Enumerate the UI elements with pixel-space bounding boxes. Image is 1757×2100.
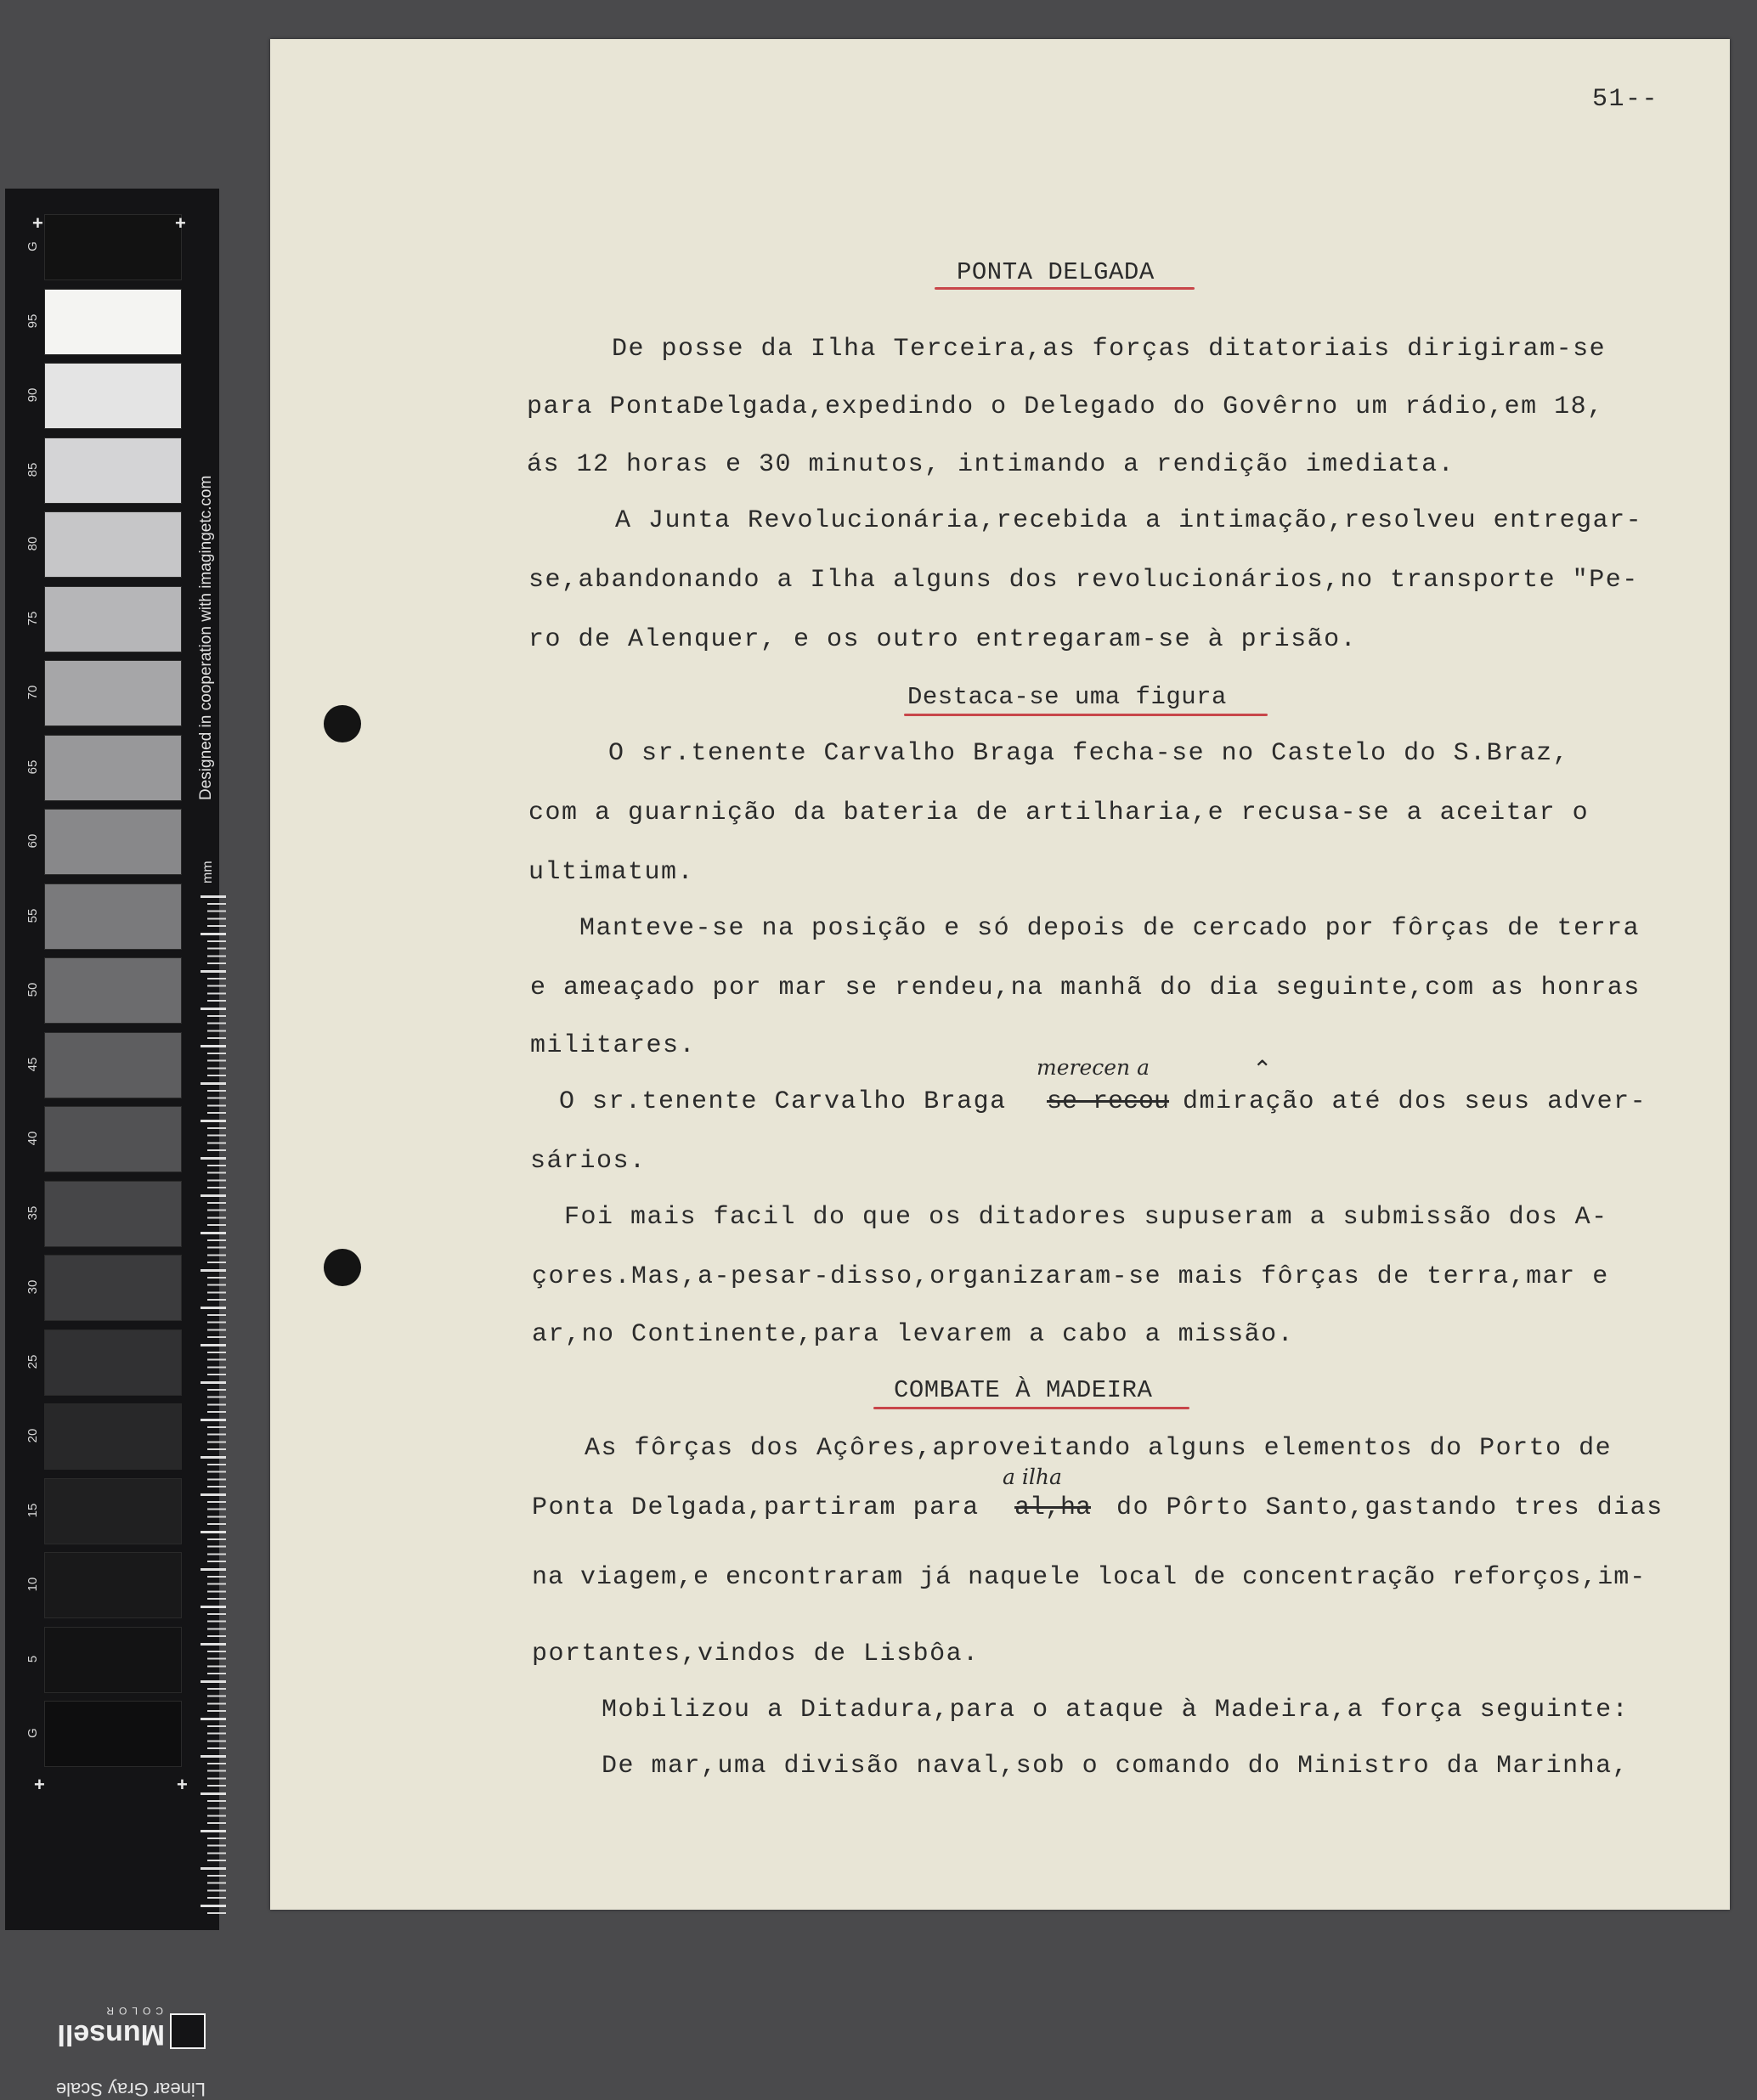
text-line: ultimatum. <box>528 858 695 887</box>
gray-swatch-label: 10 <box>25 1577 40 1592</box>
text-line: sários. <box>530 1147 647 1176</box>
gray-swatch <box>44 1552 182 1618</box>
text-line: e ameaçado por mar se rendeu,na manhã do dia seguinte,com as honras <box>530 974 1641 1002</box>
gray-swatch <box>44 883 182 950</box>
text-line: De posse da Ilha Terceira,as forças ditatoriais dirigiram-se <box>612 335 1607 364</box>
gray-swatch-label: 40 <box>25 1131 40 1146</box>
brand-sub: COLOR <box>101 2005 163 2017</box>
gray-swatch-label: 75 <box>25 611 40 625</box>
gray-swatch <box>44 660 182 726</box>
text-line: ro de Alenquer, e os outro entregaram-se à prisão. <box>528 625 1358 654</box>
text-line: A Junta Revolucionária,recebida a intimação,resolveu entregar- <box>615 506 1643 535</box>
heading-underline <box>935 287 1195 290</box>
typewritten-page <box>270 39 1730 1910</box>
heading-underline <box>873 1407 1189 1409</box>
plus-mark: + <box>175 212 186 234</box>
plus-mark: + <box>177 1774 188 1795</box>
gray-swatch-label: 15 <box>25 1503 40 1517</box>
scale-name: Linear Gray Scale <box>55 2079 206 2100</box>
heading-underline <box>904 714 1268 716</box>
text-line: Mobilizou a Ditadura,para o ataque à Madeira,a força seguinte: <box>602 1696 1630 1725</box>
gray-swatch <box>44 363 182 429</box>
gray-swatch <box>44 1106 182 1172</box>
heading-destaca-se: Destaca-se uma figura <box>907 683 1227 711</box>
text-line: do Pôrto Santo,gastando tres dias <box>1116 1493 1664 1522</box>
plus-mark: + <box>34 1774 45 1795</box>
text-line: ás 12 horas e 30 minutos, intimando a rendição imediata. <box>527 450 1455 479</box>
page-number: 51-- <box>1592 85 1659 114</box>
plus-mark: + <box>32 212 43 234</box>
struck-text: al,ha <box>1014 1493 1092 1522</box>
gray-swatch-label: 45 <box>25 1057 40 1071</box>
gray-swatch <box>44 1032 182 1098</box>
text-line: para PontaDelgada,expedindo o Delegado do Govêrno um rádio,em 18, <box>527 392 1604 421</box>
text-line: Manteve-se na posição e só depois de cercado por fôrças de terra <box>579 914 1641 943</box>
brand-name: Munsell <box>57 2018 165 2051</box>
gray-swatch <box>44 1403 182 1470</box>
munsell-logo-icon <box>170 2013 206 2049</box>
gray-swatch-label: 60 <box>25 833 40 849</box>
punch-hole <box>324 1249 361 1286</box>
heading-ponta-delgada: PONTA DELGADA <box>957 258 1155 286</box>
handwritten-correction: a ilha <box>1003 1465 1062 1489</box>
gray-swatch-label: 65 <box>25 759 40 774</box>
gray-swatch <box>44 586 182 652</box>
text-line: dmiração até dos seus adver- <box>1183 1087 1647 1116</box>
text-line: Foi mais facil do que os ditadores supuseram a submissão dos A- <box>564 1203 1608 1232</box>
text-line: çores.Mas,a-pesar-disso,organizaram-se mais fôrças de terra,mar e <box>532 1262 1609 1291</box>
gray-swatch <box>44 1701 182 1767</box>
ruler-unit-text: mm <box>201 861 215 883</box>
gray-swatch-label: 5 <box>25 1655 40 1662</box>
gray-swatch-label: 95 <box>25 313 40 328</box>
handwritten-correction: merecen a <box>1037 1055 1150 1080</box>
heading-combate-madeira: COMBATE À MADEIRA <box>894 1376 1153 1404</box>
gray-swatch <box>44 809 182 875</box>
text-line: As fôrças dos Açôres,aproveitando alguns elementos do Porto de <box>585 1434 1613 1463</box>
gray-swatch-label: G <box>25 241 40 251</box>
gray-swatch-label: 90 <box>25 387 40 403</box>
gray-swatch-label: 25 <box>25 1354 40 1369</box>
correction-caret-mark: ⌃ <box>1252 1055 1273 1083</box>
text-line: O sr.tenente Carvalho Braga fecha-se no Castelo do S.Braz, <box>608 739 1570 768</box>
gray-swatch <box>44 957 182 1024</box>
text-line: De mar,uma divisão naval,sob o comando do Ministro da Marinha, <box>602 1752 1630 1781</box>
munsell-brand <box>36 1998 206 2100</box>
text-line: ar,no Continente,para levarem a cabo a missão. <box>532 1320 1295 1349</box>
gray-swatch-label: 50 <box>25 982 40 997</box>
gray-swatch <box>44 214 182 280</box>
gray-swatch-label: 70 <box>25 685 40 700</box>
gray-swatch-label: 20 <box>25 1428 40 1443</box>
gray-swatch <box>44 1627 182 1693</box>
text-line: O sr.tenente Carvalho Braga <box>559 1087 1007 1116</box>
gray-swatch-label: 35 <box>25 1205 40 1220</box>
mm-ruler-major-ticks <box>201 895 226 1915</box>
text-line: na viagem,e encontraram já naquele local de concentração reforços,im- <box>532 1563 1647 1592</box>
gray-swatch <box>44 1329 182 1396</box>
gray-swatch-label: 80 <box>25 536 40 551</box>
gray-swatch <box>44 1478 182 1544</box>
text-line: portantes,vindos de Lisbôa. <box>532 1640 980 1668</box>
text-line: com a guarnição da bateria de artilharia,e recusa-se a aceitar o <box>528 799 1590 827</box>
struck-text: se recou <box>1047 1087 1170 1116</box>
text-line: Ponta Delgada,partiram para <box>532 1493 980 1522</box>
text-line: se,abandonando a Ilha alguns dos revolucionários,no transporte "Pe- <box>528 566 1639 595</box>
gray-swatch <box>44 511 182 578</box>
gray-swatch <box>44 1181 182 1247</box>
gray-swatch-label: 85 <box>25 462 40 477</box>
gray-swatch-label: G <box>25 1728 40 1738</box>
gray-swatch-label: 55 <box>25 908 40 923</box>
scale-credit-text: Designed in cooperation with imagingetc.com <box>197 475 215 800</box>
gray-swatch <box>44 1255 182 1321</box>
gray-swatch-label: 30 <box>25 1279 40 1295</box>
gray-swatch <box>44 438 182 504</box>
punch-hole <box>324 705 361 742</box>
gray-swatch <box>44 289 182 355</box>
text-line: militares. <box>530 1031 697 1060</box>
gray-swatch <box>44 735 182 801</box>
gray-scale-card <box>5 189 219 2100</box>
